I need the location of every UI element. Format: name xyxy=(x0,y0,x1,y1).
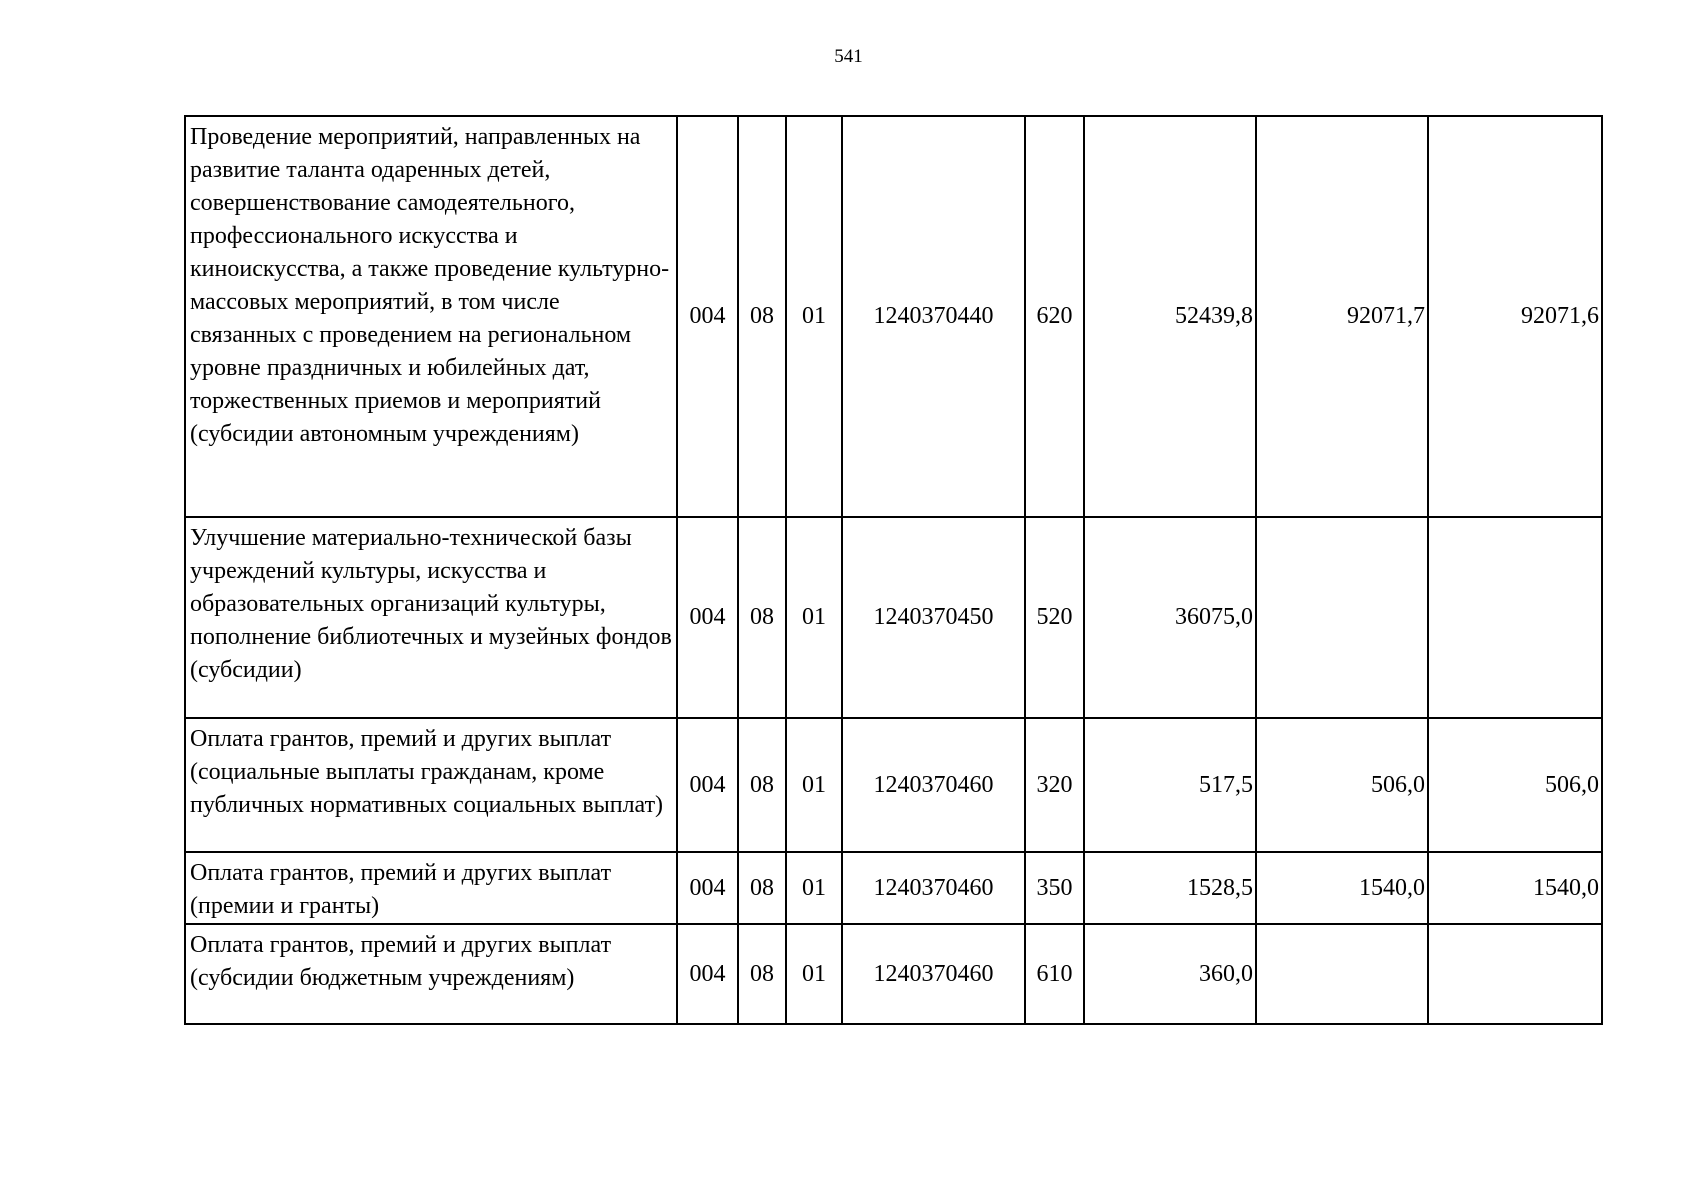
amount-year-3: 506,0 xyxy=(1428,718,1602,852)
grbs-code: 004 xyxy=(677,116,738,517)
row-description: Оплата грантов, премий и других выплат (премии и гранты) xyxy=(185,852,677,924)
target-article-code: 1240370460 xyxy=(842,924,1025,1024)
table-row xyxy=(185,852,1602,924)
page-number: 541 xyxy=(834,46,863,67)
expense-type-code: 350 xyxy=(1025,852,1084,924)
target-article-code: 1240370450 xyxy=(842,517,1025,718)
expense-type-code: 520 xyxy=(1025,517,1084,718)
table-row xyxy=(185,517,1602,718)
amount-year-1: 52439,8 xyxy=(1084,116,1256,517)
target-article-code: 1240370460 xyxy=(842,852,1025,924)
expense-type-code: 620 xyxy=(1025,116,1084,517)
table-row xyxy=(185,116,1602,517)
table-row xyxy=(185,924,1602,1024)
amount-year-3 xyxy=(1428,517,1602,718)
row-description: Улучшение материально-технической базы учреждений культуры, искусства и образовательных организаций культуры, пополнение библиотечных и музейных фондов (субсидии) xyxy=(185,517,677,718)
section-code: 08 xyxy=(738,116,786,517)
grbs-code: 004 xyxy=(677,924,738,1024)
subsection-code: 01 xyxy=(786,852,842,924)
subsection-code: 01 xyxy=(786,924,842,1024)
subsection-code: 01 xyxy=(786,718,842,852)
amount-year-1: 36075,0 xyxy=(1084,517,1256,718)
expense-type-code: 610 xyxy=(1025,924,1084,1024)
amount-year-2: 506,0 xyxy=(1256,718,1428,852)
amount-year-2 xyxy=(1256,517,1428,718)
section-code: 08 xyxy=(738,852,786,924)
subsection-code: 01 xyxy=(786,116,842,517)
section-code: 08 xyxy=(738,924,786,1024)
amount-year-3: 1540,0 xyxy=(1428,852,1602,924)
grbs-code: 004 xyxy=(677,517,738,718)
amount-year-3 xyxy=(1428,924,1602,1024)
target-article-code: 1240370440 xyxy=(842,116,1025,517)
row-description: Проведение мероприятий, направленных на развитие таланта одаренных детей, совершенствование самодеятельного, профессионального искусства и киноискусства, а также проведение культурно-массовых мероприятий, в том числе связанных с проведением на региональном уровне праздничных и юбилейных дат, торжественных приемов и мероприятий (субсидии автономным учреждениям) xyxy=(185,116,677,517)
amount-year-1: 517,5 xyxy=(1084,718,1256,852)
table-row xyxy=(185,718,1602,852)
row-description: Оплата грантов, премий и других выплат (социальные выплаты гражданам, кроме публичных нормативных социальных выплат) xyxy=(185,718,677,852)
grbs-code: 004 xyxy=(677,718,738,852)
amount-year-2: 1540,0 xyxy=(1256,852,1428,924)
section-code: 08 xyxy=(738,517,786,718)
target-article-code: 1240370460 xyxy=(842,718,1025,852)
section-code: 08 xyxy=(738,718,786,852)
row-description: Оплата грантов, премий и других выплат (субсидии бюджетным учреждениям) xyxy=(185,924,677,1024)
budget-table xyxy=(184,115,1603,1025)
amount-year-3: 92071,6 xyxy=(1428,116,1602,517)
amount-year-1: 360,0 xyxy=(1084,924,1256,1024)
subsection-code: 01 xyxy=(786,517,842,718)
expense-type-code: 320 xyxy=(1025,718,1084,852)
amount-year-1: 1528,5 xyxy=(1084,852,1256,924)
amount-year-2 xyxy=(1256,924,1428,1024)
amount-year-2: 92071,7 xyxy=(1256,116,1428,517)
grbs-code: 004 xyxy=(677,852,738,924)
